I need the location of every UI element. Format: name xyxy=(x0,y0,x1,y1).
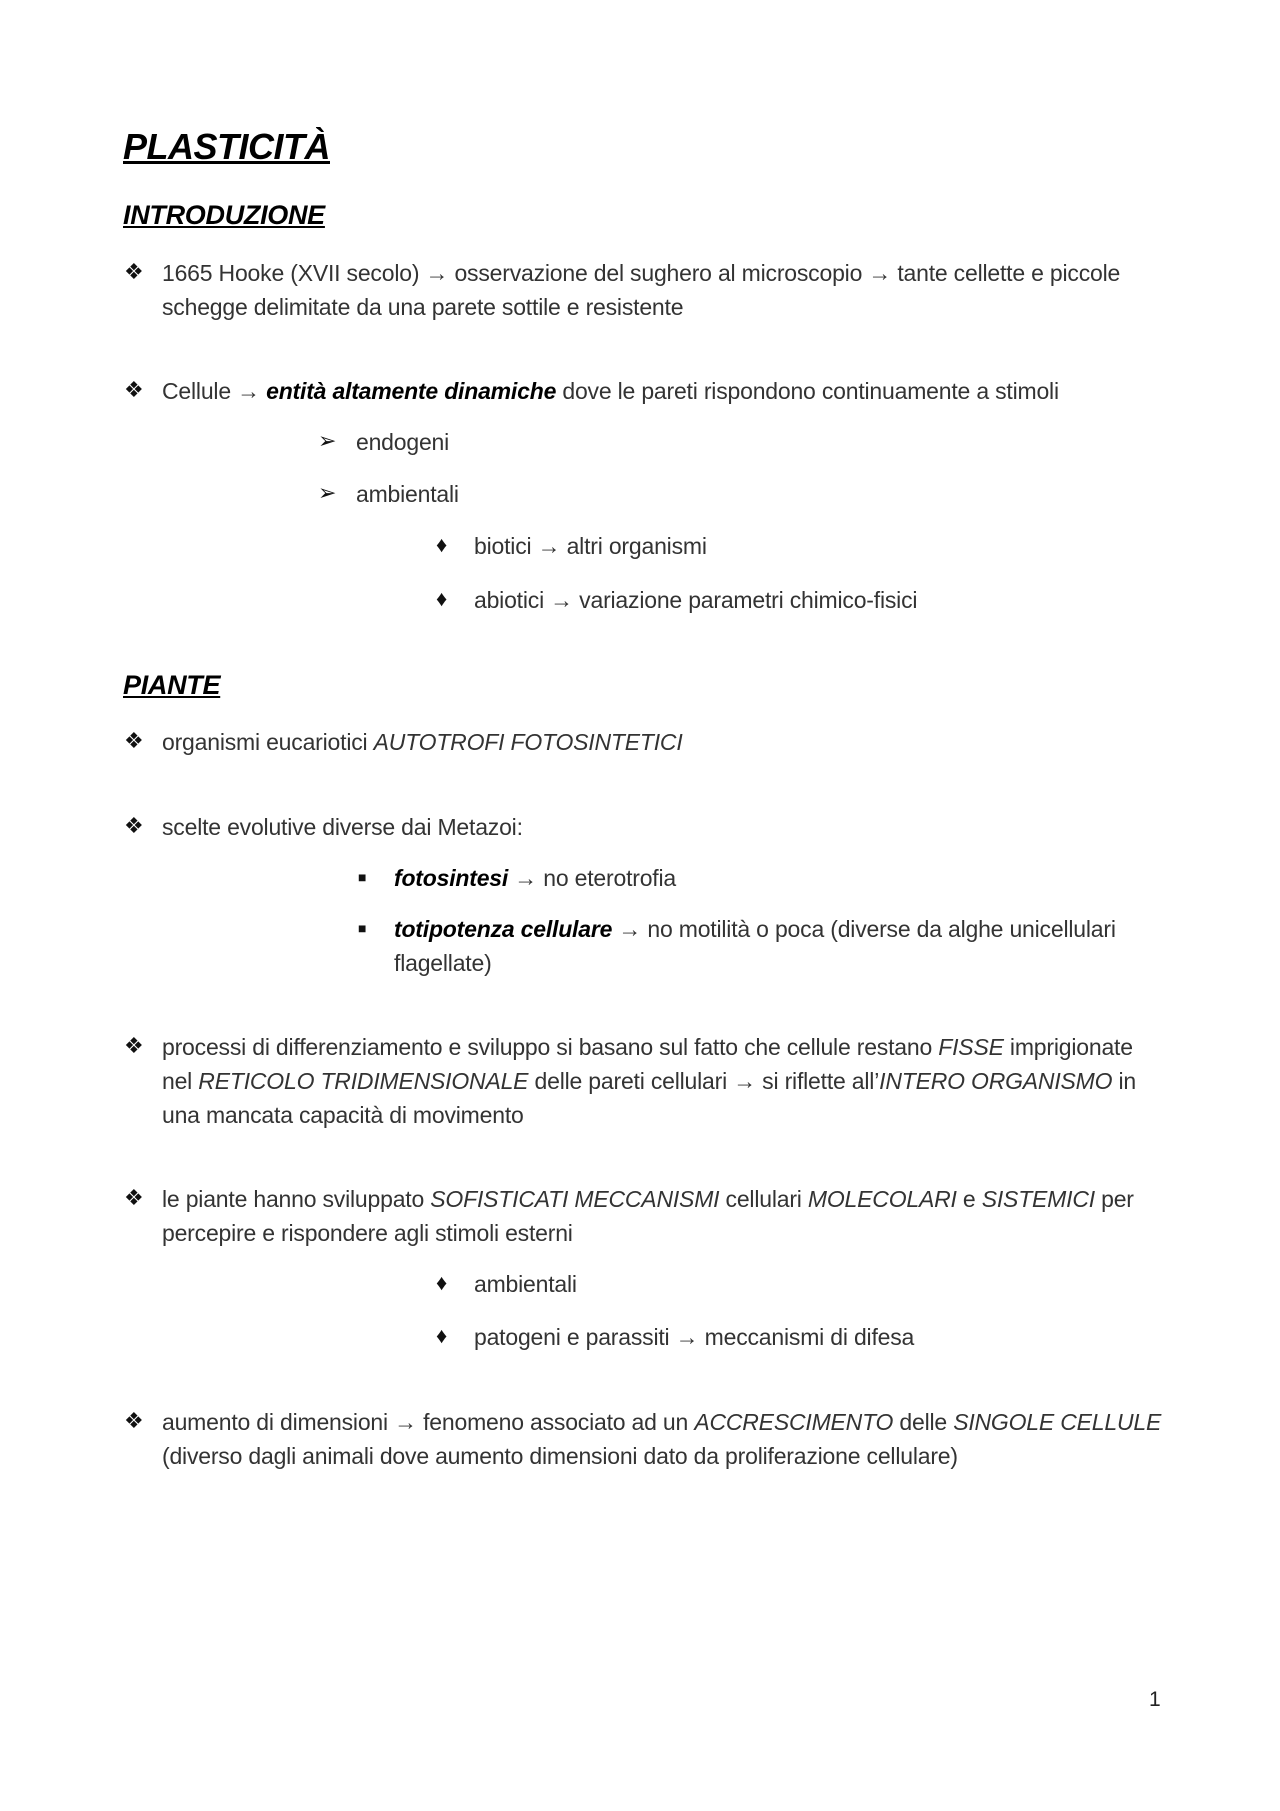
choice-fotosintesi xyxy=(394,865,676,892)
p4-l1-d: MOLECOLARI xyxy=(807,1186,957,1212)
intro-p2-lead: Cellule → xyxy=(162,378,267,404)
diamond-bullet-icon: ♦ xyxy=(436,1323,448,1348)
piante-paragraph-3-line-3: una mancata capacità di movimento xyxy=(162,1102,524,1128)
p3-l2-c: delle pareti cellulari → si riflette all’ xyxy=(528,1068,880,1094)
piante-paragraph-3-line-2 xyxy=(162,1068,1136,1095)
square-bullet-icon: ■ xyxy=(358,869,367,885)
choice-totipotenza-line-2: flagellate) xyxy=(394,950,492,976)
p3-l2-b: RETICOLO TRIDIMENSIONALE xyxy=(198,1068,529,1094)
choice-totipotenza-line-1 xyxy=(394,916,1116,943)
intro-p2-bold: entità altamente dinamiche xyxy=(266,378,557,404)
piante-paragraph-5-line-2: (diverso dagli animali dove aumento dimensioni dato da proliferazione cellulare) xyxy=(162,1443,958,1469)
section-heading-introduzione: INTRODUZIONE xyxy=(123,200,325,230)
choice-fotosintesi-desc: → no eterotrofia xyxy=(508,865,677,891)
four-diamond-bullet-icon: ❖ xyxy=(124,259,144,284)
piante-paragraph-1 xyxy=(162,729,683,756)
intro-paragraph-1-line-1: 1665 Hooke (XVII secolo) → osservazione del sughero al microscopio → tante cellette e piccole xyxy=(162,260,1121,286)
p5-l1-d: SINGOLE CELLULE xyxy=(953,1409,1162,1435)
p3-l1-b: FISSE xyxy=(938,1034,1004,1060)
stimulus-biotici: biotici → altri organismi xyxy=(474,533,707,559)
p5-l1-a: aumento di dimensioni → fenomeno associato ad un xyxy=(162,1409,695,1435)
p3-l2-e: in xyxy=(1112,1068,1137,1094)
p3-l2-a: nel xyxy=(162,1068,199,1094)
piante-p1-italic: AUTOTROFI FOTOSINTETICI xyxy=(373,729,683,755)
diamond-bullet-icon: ♦ xyxy=(436,586,448,611)
choice-totipotenza-desc: → no motilità o poca (diverse da alghe unicellulari xyxy=(612,916,1116,942)
page-number: 1 xyxy=(1149,1688,1161,1711)
p4-l1-e: e xyxy=(956,1186,982,1212)
page-title: PLASTICITÀ xyxy=(123,126,330,167)
four-diamond-bullet-icon: ❖ xyxy=(124,1185,144,1210)
p3-l1-a: processi di differenziamento e sviluppo si basano sul fatto che cellule restano xyxy=(162,1034,939,1060)
p4-l1-f: SISTEMICI xyxy=(981,1186,1095,1212)
piante-paragraph-2: scelte evolutive diverse dai Metazoi: xyxy=(162,814,523,840)
p4-l1-a: le piante hanno sviluppato xyxy=(162,1186,431,1212)
p4-l1-c: cellulari xyxy=(719,1186,808,1212)
piante-paragraph-5-line-1 xyxy=(162,1409,1161,1436)
four-diamond-bullet-icon: ❖ xyxy=(124,377,144,402)
piante-p1-lead: organismi eucariotici xyxy=(162,729,374,755)
arrow-bullet-icon: ➢ xyxy=(318,428,337,453)
stimulus-patogeni: patogeni e parassiti → meccanismi di difesa xyxy=(474,1324,915,1350)
stimulus-ambientali-piante: ambientali xyxy=(474,1271,577,1297)
p5-l1-c: delle xyxy=(893,1409,954,1435)
p4-l1-b: SOFISTICATI MECCANISMI xyxy=(430,1186,720,1212)
stimulus-endogeni: endogeni xyxy=(356,429,450,455)
choice-fotosintesi-term: fotosintesi xyxy=(394,865,509,891)
p3-l2-d: INTERO ORGANISMO xyxy=(879,1068,1113,1094)
p4-l1-g: per xyxy=(1094,1186,1134,1212)
four-diamond-bullet-icon: ❖ xyxy=(124,728,144,753)
four-diamond-bullet-icon: ❖ xyxy=(124,813,144,838)
four-diamond-bullet-icon: ❖ xyxy=(124,1408,144,1433)
piante-paragraph-4-line-1 xyxy=(162,1186,1134,1213)
piante-paragraph-3-line-1 xyxy=(162,1034,1133,1061)
p5-l1-b: ACCRESCIMENTO xyxy=(694,1409,894,1435)
choice-totipotenza-term: totipotenza cellulare xyxy=(394,916,613,942)
intro-paragraph-1-line-2: schegge delimitate da una parete sottile e resistente xyxy=(162,294,684,320)
stimulus-ambientali: ambientali xyxy=(356,481,459,507)
p3-l1-c: imprigionate xyxy=(1003,1034,1133,1060)
section-heading-piante: PIANTE xyxy=(123,670,221,700)
diamond-bullet-icon: ♦ xyxy=(436,1270,448,1295)
intro-p2-rest: dove le pareti rispondono continuamente a stimoli xyxy=(556,378,1059,404)
square-bullet-icon: ■ xyxy=(358,920,367,936)
piante-paragraph-4-line-2: percepire e rispondere agli stimoli esterni xyxy=(162,1220,573,1246)
stimulus-abiotici: abiotici → variazione parametri chimico-fisici xyxy=(474,587,918,613)
arrow-bullet-icon: ➢ xyxy=(318,480,337,505)
intro-paragraph-2 xyxy=(162,378,1059,405)
diamond-bullet-icon: ♦ xyxy=(436,532,448,557)
four-diamond-bullet-icon: ❖ xyxy=(124,1033,144,1058)
